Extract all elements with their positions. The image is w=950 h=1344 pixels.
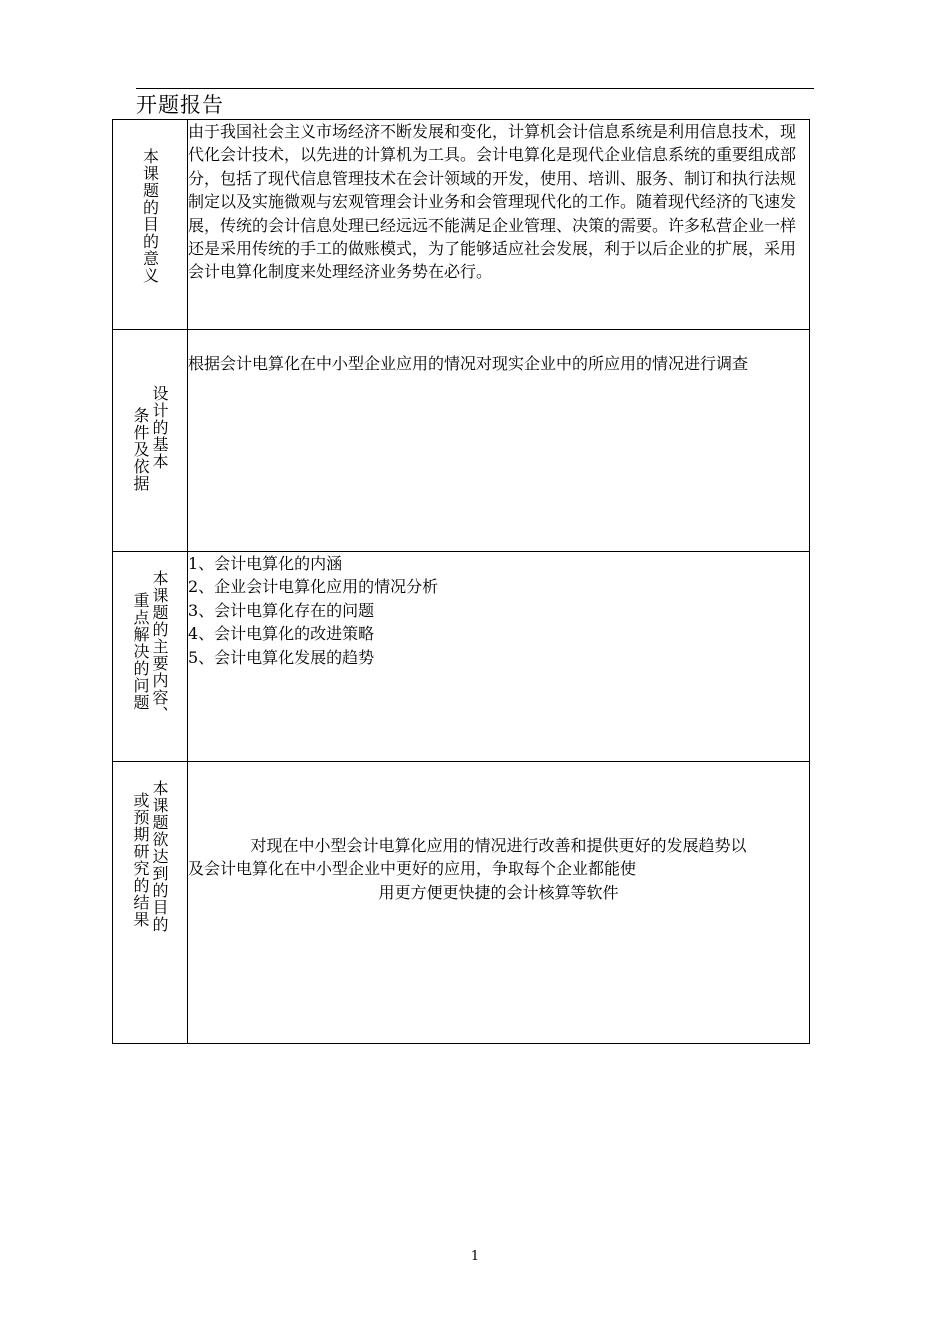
table-row (113, 552, 810, 762)
contents-content (188, 552, 810, 762)
list-item: 1、会计电算化的内涵 (188, 554, 343, 573)
conditions-paragraph: 根据会计电算化在中小型企业应用的情况对现实企业中的所应用的情况进行调查 (188, 354, 749, 373)
result-line: 及会计电算化在中小型企业中更好的应用，争取每个企业都能使 (188, 859, 637, 879)
row-label-text: 本课题的主要内容、 (150, 570, 169, 723)
purpose-content (188, 120, 810, 330)
report-table (112, 119, 810, 1044)
row-label-text: 或预期研究的结果 (131, 792, 150, 928)
purpose-paragraph: 由于我国社会主义市场经济不断发展和变化，计算机会计信息系统是利用信息技术，现代化会计技术，以先进的计算机为工具。会计电算化是现代企业信息系统的重要组成部分，包括了现代信息管理技术在会计领域的开发，使用、培训、服务、制订和执行法规制定以及实施微观与宏观管理会计业务和会管理现代化的工作。随着现代经济的飞速发展，传统的会计信息处理已经远远不能满足企业管理、决策的需要。许多私营企业一样还是采用传统的手工的做账模式，为了能够适应社会发展，利于以后企业的扩展，采用会计电算化制度来处理经济业务势在必行。 (188, 122, 797, 282)
row-label-conditions (113, 330, 188, 552)
row-label-text: 条件及依据 (131, 407, 150, 492)
conditions-content (188, 330, 810, 552)
list-item: 5、会计电算化发展的趋势 (188, 647, 375, 667)
header-rule (136, 88, 814, 89)
table-row (113, 330, 810, 552)
row-label-text: 本课题欲达到的目的 (150, 780, 169, 933)
row-label-text: 重点解决的问题 (131, 592, 150, 711)
row-label-contents (113, 552, 188, 762)
row-label-results (113, 762, 188, 1044)
row-label-text: 设计的基本 (150, 385, 169, 470)
list-item: 4、会计电算化的改进策略 (188, 624, 375, 644)
result-line: 对现在中小型会计电算化应用的情况进行改善和提供更好的发展趋势以 (250, 836, 747, 855)
table-row (113, 762, 810, 1044)
table-row (113, 120, 810, 330)
row-label-purpose (113, 120, 188, 330)
list-item: 3、会计电算化存在的问题 (188, 600, 375, 620)
page-number: 1 (470, 1249, 480, 1264)
document-title: 开题报告 (136, 93, 224, 117)
row-label-text: 本课题的目的意义 (140, 148, 160, 284)
result-line: 用更方便更快捷的会计核算等软件 (378, 882, 619, 902)
list-item: 2、企业会计电算化应用的情况分析 (188, 577, 439, 597)
results-content (188, 762, 810, 1044)
